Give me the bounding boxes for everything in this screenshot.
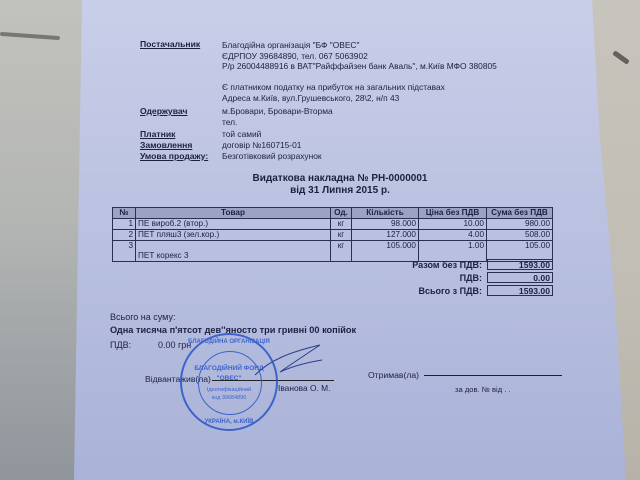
vat-label: ПДВ: [459, 273, 482, 283]
row-number: 2 [113, 230, 136, 241]
subtotal-value: 1593.00 [487, 259, 553, 270]
table-row [113, 230, 553, 241]
supplier-name: Благодійна організація "БФ "ОВЕС" [222, 40, 360, 50]
row-unit: кг [331, 241, 352, 262]
stamp-center-text: "ОВЕС" [216, 375, 242, 382]
stamp-center-text: БЛАГОДІЙНИЙ ФОНД [194, 365, 264, 372]
supplier-label: Постачальник [140, 39, 201, 49]
invoice-title: Видаткова накладна № РН-0000001 [252, 173, 428, 184]
vat-value: 0.00 [487, 272, 553, 283]
shipped-name: Іванова О. М. [278, 383, 331, 393]
recipient-label: Одержувач [140, 106, 188, 116]
invoice-date: від 31 Липня 2015 р. [290, 185, 390, 196]
row-price: 4.00 [419, 230, 487, 241]
subtotal-label: Разом без ПДВ: [412, 260, 482, 270]
row-item: ПЕТ пляш3 (зел.кор.) [136, 230, 331, 241]
supplier-tax-status: Є платником податку на прибуток на загальних підставах [222, 82, 445, 92]
payer-value: той самий [222, 129, 262, 139]
row-price: 1.00 [419, 241, 487, 262]
col-quantity: Кількість [352, 208, 419, 219]
row-sum: 105.00 [487, 241, 553, 262]
summary-vat-value: 0.00 грн [158, 340, 192, 350]
recipient-address: м.Бровари, Бровари-Вторма [222, 106, 333, 116]
row-sum: 980.00 [487, 219, 553, 230]
table-row [113, 219, 553, 230]
stamp-inner-ring [198, 351, 262, 415]
supplier-account: Р/р 26004488916 в ВАТ"Райффайзен банк Аваль", м.Київ МФО 380805 [222, 61, 497, 71]
order-label: Замовлення [140, 140, 193, 150]
received-label: Отримав(ла) [368, 370, 419, 380]
received-signature-line [424, 375, 562, 376]
total-value: 1593.00 [487, 285, 553, 296]
col-sum: Сума без ПДВ [487, 208, 553, 219]
col-unit: Од. [331, 208, 352, 219]
recipient-phone: тел. [222, 117, 238, 127]
table-header-row [113, 208, 553, 219]
terms-value: Безготівковий розрахунок [222, 151, 322, 161]
stamp-top-text: БЛАГОДІЙНА ОРГАНІЗАЦІЯ [188, 339, 270, 345]
stamp-bottom-text: УКРАЇНА, м.КИЇВ [204, 419, 254, 425]
shipped-label: Відвантажив(ла) [145, 374, 211, 384]
row-unit: кг [331, 219, 352, 230]
row-item: ПЕТ корекс 3 [136, 241, 331, 262]
stamp-id-code: код 39684890 [211, 395, 247, 401]
col-price: Ціна без ПДВ [419, 208, 487, 219]
supplier-edrpou: ЄДРПОУ 39684890, тел. 067 5063902 [222, 51, 368, 61]
summary-label: Всього на суму: [110, 312, 176, 322]
row-number: 3 [113, 241, 136, 262]
payer-label: Платник [140, 129, 176, 139]
row-quantity: 98.000 [352, 219, 419, 230]
row-sum: 508.00 [487, 230, 553, 241]
row-quantity: 105.000 [352, 241, 419, 262]
row-number: 1 [113, 219, 136, 230]
row-item: ПЕ вироб.2 (втор.) [136, 219, 331, 230]
terms-label: Умова продажу: [140, 151, 209, 161]
organization-stamp [180, 333, 278, 431]
row-quantity: 127.000 [352, 230, 419, 241]
supplier-address: Адреса м.Київ, вул.Грушевського, 28\2, н/п 43 [222, 93, 400, 103]
total-label: Всього з ПДВ: [418, 286, 482, 296]
col-item: Товар [136, 208, 331, 219]
row-unit: кг [331, 230, 352, 241]
proxy-line: за дов. № від . . [455, 385, 511, 394]
col-number: № [113, 208, 136, 219]
summary-vat-label: ПДВ: [110, 340, 132, 350]
summary-words: Одна тисяча п'ятсот дев''яносто три гривні 00 копійок [110, 325, 357, 335]
items-table [112, 207, 553, 262]
order-value: договір №160715-01 [222, 140, 302, 150]
row-price: 10.00 [419, 219, 487, 230]
stamp-id-label: Ідентифікаційний [206, 387, 252, 393]
